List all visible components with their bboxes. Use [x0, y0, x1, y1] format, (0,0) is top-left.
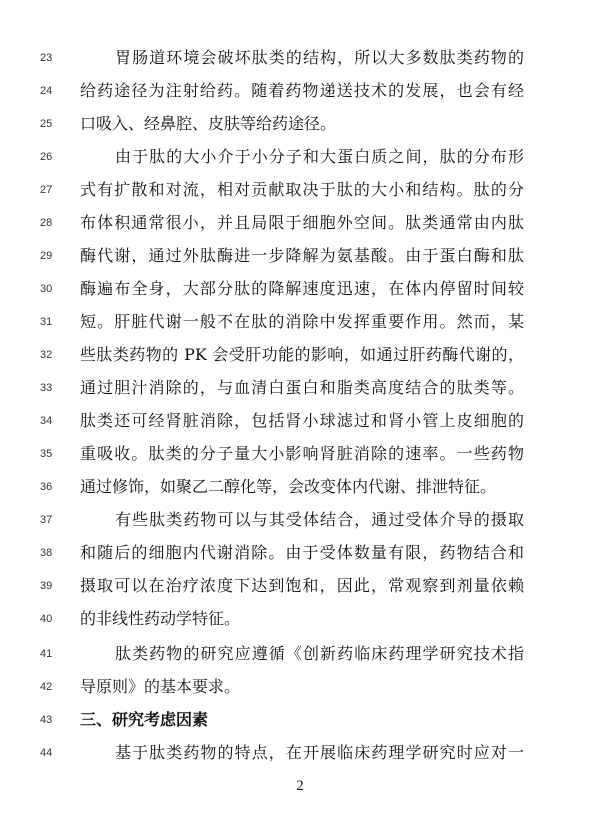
text-line [0, 438, 600, 470]
text-line [0, 537, 600, 569]
paragraph-line: 导原则》的基本要求。 [80, 677, 241, 696]
text-line [0, 207, 600, 239]
text-line [0, 174, 600, 206]
line-number: 41 [40, 648, 53, 660]
line-number: 35 [40, 448, 53, 460]
line-number: 32 [40, 349, 53, 361]
text-line [0, 704, 600, 736]
paragraph-line: 肽类还可经肾脏消除，包括肾小球滤过和肾小管上皮细胞的 [80, 411, 524, 430]
paragraph-line: 有些肽类药物可以与其受体结合，通过受体介导的摄取 [115, 510, 524, 529]
page-number: 2 [296, 778, 304, 794]
paragraph-line: 和随后的细胞内代谢消除。由于受体数量有限，药物结合和 [80, 543, 524, 562]
line-number: 38 [40, 547, 53, 559]
paragraph-line: 酶遍布全身，大部分肽的降解速度迅速，在体内停留时间较 [80, 279, 524, 298]
paragraph-line: 摄取可以在治疗浓度下达到饱和，因此，常观察到剂量依赖 [80, 576, 524, 595]
line-number: 30 [40, 283, 53, 295]
line-number: 28 [40, 217, 53, 229]
text-line [0, 42, 600, 74]
line-number: 25 [40, 118, 53, 130]
line-number: 37 [40, 514, 53, 526]
paragraph-line: 口吸入、经鼻腔、皮肤等给药途径。 [80, 114, 337, 133]
text-line [0, 372, 600, 404]
text-line [0, 570, 600, 602]
paragraph-line: 通过修饰，如聚乙二醇化等，会改变体内代谢、排泄特征。 [80, 477, 497, 496]
paragraph-line: 给药途径为注射给药。随着药物递送技术的发展，也会有经 [80, 81, 524, 100]
paragraph-line: 酶代谢，通过外肽酶进一步降解为氨基酸。由于蛋白酶和肽 [80, 246, 524, 265]
line-number: 42 [40, 681, 53, 693]
paragraph-line: 的非线性药动学特征。 [80, 609, 241, 628]
text-line [0, 638, 600, 670]
text-line [0, 108, 600, 140]
line-number: 44 [40, 747, 53, 759]
text-line [0, 306, 600, 338]
text-line [0, 75, 600, 107]
line-number: 40 [40, 613, 53, 625]
paragraph-line: 式有扩散和对流，相对贡献取决于肽的大小和结构。肽的分 [80, 180, 524, 199]
line-number: 31 [40, 316, 53, 328]
paragraph-line: 基于肽类药物的特点，在开展临床药理学研究时应对一 [115, 743, 524, 762]
line-number: 26 [40, 151, 53, 163]
section-heading: 三、研究考虑因素 [80, 710, 209, 729]
paragraph-line: 些肽类药物的 PK 会受肝功能的影响，如通过肝药酶代谢的， [80, 345, 524, 364]
text-line [0, 141, 600, 173]
text-line [0, 273, 600, 305]
line-number: 24 [40, 85, 53, 97]
paragraph-line: 胃肠道环境会破坏肽类的结构，所以大多数肽类药物的 [115, 48, 524, 67]
line-number: 36 [40, 481, 53, 493]
line-number: 39 [40, 580, 53, 592]
line-number: 23 [40, 52, 53, 64]
line-number: 33 [40, 382, 53, 394]
text-line [0, 603, 600, 635]
line-number: 43 [40, 714, 53, 726]
paragraph-line: 短。肝脏代谢一般不在肽的消除中发挥重要作用。然而，某 [80, 312, 524, 331]
paragraph-line: 肽类药物的研究应遵循《创新药临床药理学研究技术指 [115, 644, 524, 663]
paragraph-line: 布体积通常很小，并且局限于细胞外空间。肽类通常由内肽 [80, 213, 524, 232]
text-line [0, 339, 600, 371]
line-number: 34 [40, 415, 53, 427]
text-line [0, 671, 600, 703]
paragraph-line: 由于肽的大小介于小分子和大蛋白质之间，肽的分布形 [115, 147, 524, 166]
text-line [0, 240, 600, 272]
text-line [0, 737, 600, 769]
line-number: 27 [40, 184, 53, 196]
text-line [0, 405, 600, 437]
paragraph-line: 通过胆汁消除的，与血清白蛋白和脂类高度结合的肽类等。 [80, 378, 524, 397]
line-number: 29 [40, 250, 53, 262]
text-line [0, 471, 600, 503]
paragraph-line: 重吸收。肽类的分子量大小影响肾脏消除的速率。一些药物 [80, 444, 524, 463]
text-line [0, 504, 600, 536]
